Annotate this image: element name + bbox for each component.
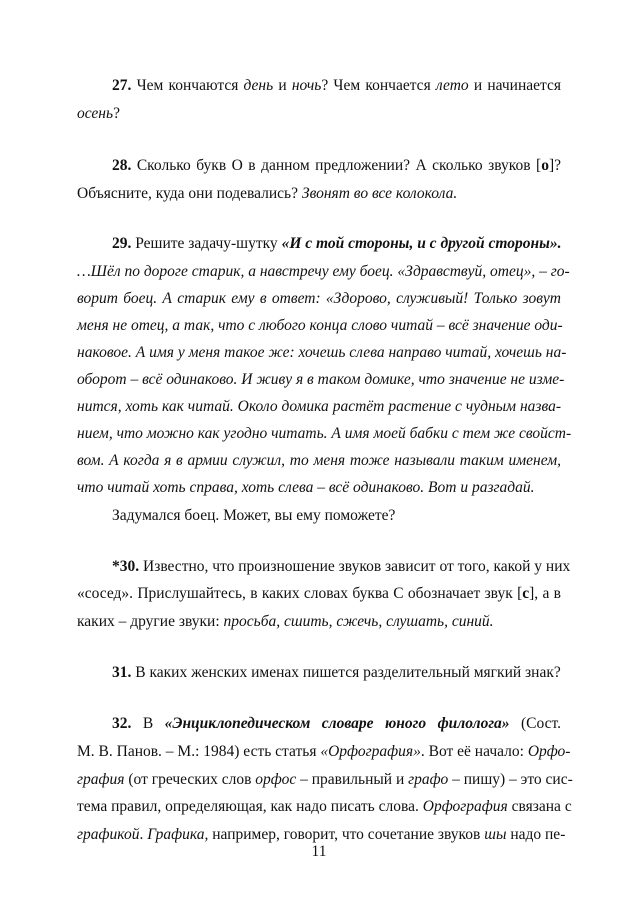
text: каких – другие звуки: bbox=[77, 613, 224, 630]
paragraph-32-line-3 bbox=[77, 770, 573, 790]
italic-text: ночь bbox=[291, 77, 322, 94]
exercise-number: 28. bbox=[112, 157, 132, 174]
text: – правильный и bbox=[296, 771, 409, 788]
paragraph-30-line-1 bbox=[112, 557, 571, 577]
text: тема правил, определяющая, как надо писать слова. bbox=[77, 798, 423, 815]
paragraph-29-line-7: нится, хоть как читай. Около домика растёт растение с чудным назва- bbox=[77, 398, 561, 415]
paragraph-29-line-3: ворит боец. А старик ему в ответ: «Здорово, служивый! Только зовут bbox=[77, 290, 561, 307]
italic-text: орфос bbox=[255, 771, 297, 788]
text: и bbox=[273, 77, 292, 94]
paragraph-28-line-1 bbox=[112, 156, 561, 176]
exercise-number: 29. bbox=[112, 235, 132, 252]
text: В каких женских именах пишется разделительный мягкий знак? bbox=[131, 664, 561, 681]
text: Известно, что произношение звуков зависит от того, какой у них bbox=[139, 558, 571, 575]
italic-text: просьба, сшить, сжечь, слушать, синий. bbox=[223, 613, 494, 630]
text: «сосед». Прислушайтесь, в каких словах буква С обозначает звук [ bbox=[77, 585, 523, 602]
text: Решите задачу-шутку bbox=[131, 235, 282, 252]
text: ? Чем кончается bbox=[321, 77, 436, 94]
exercise-number: 32. bbox=[112, 715, 132, 732]
paragraph-29-line-2: …Шёл по дороге старик, а навстречу ему боец. «Здравствуй, отец», – го- bbox=[77, 263, 570, 280]
italic-text: Звонят во все колокола. bbox=[301, 185, 458, 202]
paragraph-31 bbox=[112, 663, 561, 683]
paragraph-29-line-8: нием, что можно как угодно читать. А имя моей бабки с тем же свойст- bbox=[77, 425, 572, 442]
text: связана с bbox=[507, 798, 572, 815]
paragraph-32-line-1 bbox=[112, 714, 561, 734]
paragraph-29-line-1 bbox=[112, 234, 561, 254]
exercise-number: 31. bbox=[112, 664, 132, 681]
text: ], а в bbox=[529, 585, 561, 602]
paragraph-30-line-3 bbox=[77, 612, 561, 632]
paragraph-29-closing: Задумался боец. Может, вы ему поможете? bbox=[112, 507, 396, 524]
italic-text: «Орфография» bbox=[320, 743, 421, 760]
exercise-number: *30. bbox=[112, 558, 140, 575]
paragraph-29-line-4: меня не отец, а так, что с любого конца слово читай – всё значение оди- bbox=[77, 317, 563, 334]
italic-text: Графика, bbox=[147, 826, 209, 843]
bold-italic-title: «И с той стороны, и с другой стороны». bbox=[281, 235, 562, 252]
text: . bbox=[139, 826, 148, 843]
text: ? bbox=[113, 105, 120, 122]
italic-text: графо bbox=[408, 771, 449, 788]
text: и начинается bbox=[468, 77, 561, 94]
italic-text: Орфография bbox=[422, 798, 508, 815]
text: ]? bbox=[548, 157, 561, 174]
text: Чем кончаются bbox=[131, 77, 244, 94]
exercise-number: 27. bbox=[112, 77, 132, 94]
paragraph-32-line-2 bbox=[77, 742, 571, 762]
italic-text: Орфо- bbox=[527, 743, 571, 760]
text: надо пе- bbox=[506, 826, 566, 843]
text: Объясните, куда они подевались? bbox=[77, 185, 302, 202]
bold-italic-title: «Энциклопедическом словаре юного филолога» bbox=[164, 715, 510, 732]
paragraph-29-line-10: что читай хоть справа, хоть слева – всё одинаково. Вот и разгадай. bbox=[77, 479, 535, 496]
paragraph-27-line-1 bbox=[112, 76, 561, 96]
paragraph-29-line-6: оборот – всё одинаково. И живу я в таком домике, что значение не изме- bbox=[77, 371, 565, 388]
page-number: 11 bbox=[311, 843, 327, 860]
paragraph-28-line-2 bbox=[77, 184, 561, 204]
text: (Сост. bbox=[509, 715, 561, 732]
text: . Вот её начало: bbox=[420, 743, 528, 760]
italic-text: день bbox=[243, 77, 274, 94]
italic-text: графикой bbox=[77, 826, 140, 843]
text: В bbox=[131, 715, 165, 732]
paragraph-32-line-4 bbox=[77, 797, 572, 817]
text: (от греческих слов bbox=[124, 771, 256, 788]
paragraph-29-line-9: вом. А когда я в армии служил, то меня тоже называли таким именем, bbox=[77, 452, 561, 469]
text: например, говорит, что сочетание звуков bbox=[208, 826, 485, 843]
text: Сколько букв О в данном предложении? А сколько звуков [ bbox=[131, 157, 542, 174]
text: – пишу) – это сис- bbox=[448, 771, 573, 788]
italic-text: осень bbox=[77, 105, 114, 122]
paragraph-29-line-5: наковое. А имя у меня такое же: хочешь слева направо читай, хочешь на- bbox=[77, 344, 567, 361]
bold-text: с bbox=[522, 585, 530, 602]
italic-text: шы bbox=[484, 826, 507, 843]
italic-text: графия bbox=[77, 771, 125, 788]
bold-text: о bbox=[541, 157, 549, 174]
paragraph-30-line-2 bbox=[77, 584, 561, 604]
paragraph-27-line-2 bbox=[77, 104, 561, 124]
italic-text: лето bbox=[435, 77, 469, 94]
text: М. В. Панов. – М.: 1984) есть статья bbox=[77, 743, 321, 760]
